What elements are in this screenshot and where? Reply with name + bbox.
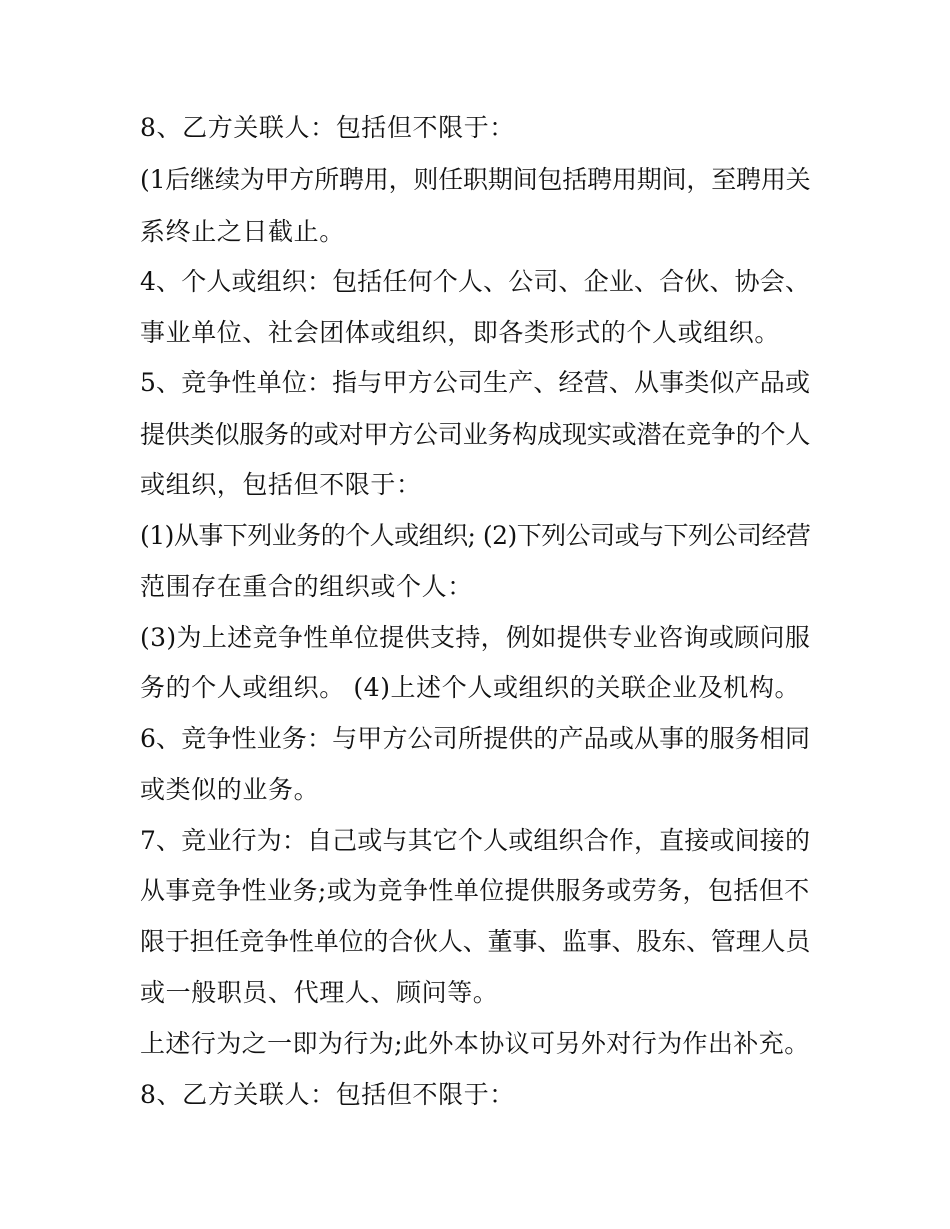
text-line-16: 从事竞争性业务;或为竞争性单位提供服务或劳务，包括但不 bbox=[140, 876, 810, 905]
text-line-15: 7、竞业行为：自己或与其它个人或组织合作，直接或间接的 bbox=[140, 826, 811, 855]
text-line-9: (1)从事下列业务的个人或组织; (2)下列公司或与下列公司经营 bbox=[140, 521, 811, 550]
text-line-10: 范围存在重合的组织或个人： bbox=[140, 572, 473, 601]
text-line-19: 上述行为之一即为行为;此外本协议可另外对行为作出补充。 bbox=[140, 1029, 810, 1058]
text-line-17: 限于担任竞争性单位的合伙人、董事、监事、股东、管理人员 bbox=[140, 927, 811, 956]
text-line-4: 4、个人或组织：包括任何个人、公司、企业、合伙、协会、 bbox=[140, 267, 811, 296]
text-line-2: (1后继续为甲方所聘用，则任职期间包括聘用期间，至聘用关 bbox=[140, 165, 811, 194]
text-line-11: (3)为上述竞争性单位提供支持，例如提供专业咨询或顾问服 bbox=[140, 623, 811, 652]
text-line-20: 8、乙方关联人：包括但不限于： bbox=[140, 1080, 515, 1109]
text-line-13: 6、竞争性业务：与甲方公司所提供的产品或从事的服务相同 bbox=[140, 724, 811, 753]
text-line-5: 事业单位、社会团体或组织，即各类形式的个人或组织。 bbox=[140, 318, 781, 347]
text-line-3: 系终止之日截止。 bbox=[140, 217, 345, 246]
text-line-18: 或一般职员、代理人、顾问等。 bbox=[140, 978, 499, 1007]
text-line-6: 5、竞争性单位：指与甲方公司生产、经营、从事类似产品或 bbox=[140, 368, 811, 397]
text-line-1: 8、乙方关联人：包括但不限于： bbox=[140, 113, 515, 142]
text-line-7: 提供类似服务的或对甲方公司业务构成现实或潜在竞争的个人 bbox=[140, 420, 811, 449]
text-line-14: 或类似的业务。 bbox=[140, 775, 320, 804]
text-line-8: 或组织，包括但不限于： bbox=[140, 470, 422, 499]
text-line-12: 务的个人或组织。 (4)上述个人或组织的关联企业及机构。 bbox=[140, 673, 801, 702]
